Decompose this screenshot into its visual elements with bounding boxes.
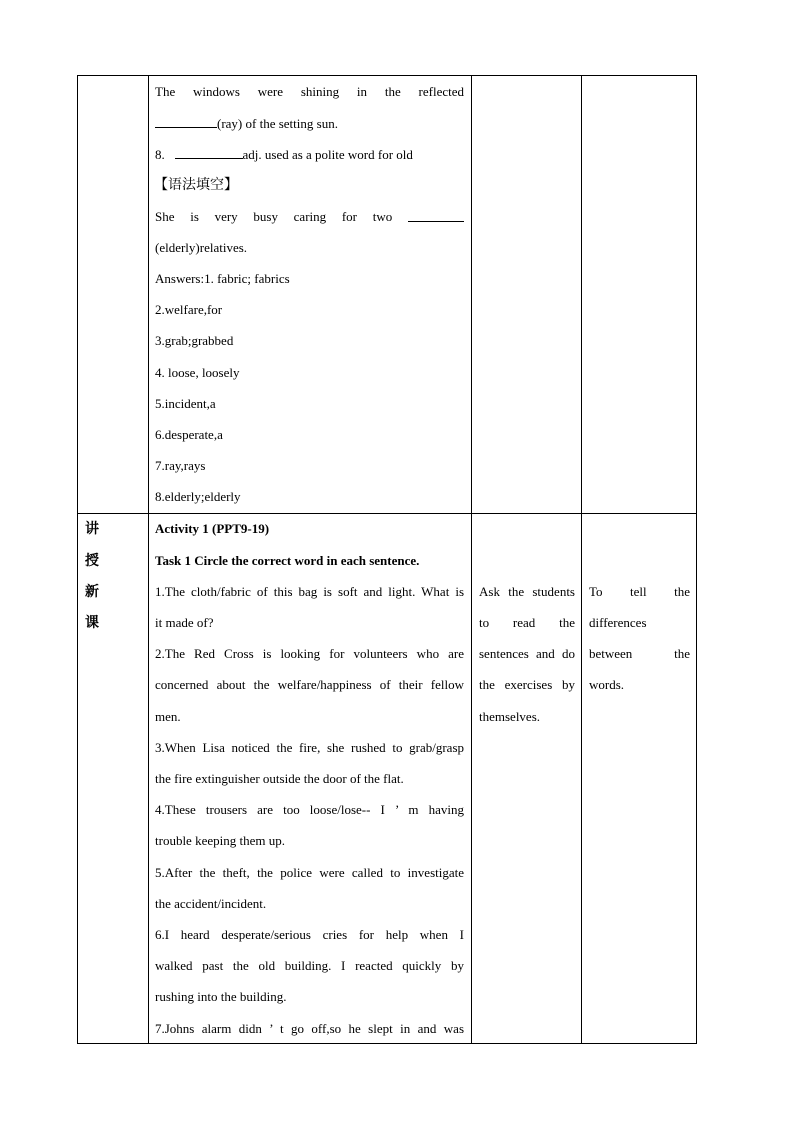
section-char: 课 <box>85 615 99 631</box>
purpose-line: between the <box>589 646 690 661</box>
teacher-activity-line: the exercises by <box>479 677 575 692</box>
fill-blank[interactable] <box>408 209 464 222</box>
section-char: 新 <box>85 584 99 600</box>
answer-line: 7.ray,rays <box>155 458 206 473</box>
exercise-line: 4.These trousers are too loose/lose-- I ’ m having <box>155 802 464 817</box>
grammar-sentence-line-1: She is very busy caring for two <box>155 209 464 225</box>
answer-line: 2.welfare,for <box>155 302 223 317</box>
exercise-7-line-2: (ray) of the setting sun. <box>155 115 338 132</box>
column-divider-3 <box>581 75 582 1044</box>
exercise-line: trouble keeping them up. <box>155 833 285 848</box>
exercise-line: 2.The Red Cross is looking for volunteers who are <box>155 646 464 661</box>
exercise-line: 3.When Lisa noticed the fire, she rushed to grab/grasp <box>155 740 464 755</box>
teacher-activity-line: Ask the students <box>479 584 575 599</box>
answer-line: 8.elderly;elderly <box>155 489 241 504</box>
exercise-line: the fire extinguisher outside the door of the flat. <box>155 771 404 786</box>
exercise-line: 5.After the theft, the police were called to investigate <box>155 865 464 880</box>
answer-line: Answers:1. fabric; fabrics <box>155 271 290 286</box>
purpose-line: words. <box>589 677 625 692</box>
column-divider-1 <box>148 75 149 1044</box>
exercise-line: concerned about the welfare/happiness of their fellow <box>155 677 464 692</box>
section-char: 授 <box>85 553 99 569</box>
table-border-top <box>77 75 697 76</box>
purpose-line: To tell the <box>589 584 690 599</box>
answer-line: 4. loose, loosely <box>155 365 240 380</box>
exercise-line: rushing into the building. <box>155 989 287 1004</box>
activity-title: Activity 1 (PPT9-19) <box>155 521 270 536</box>
teacher-activity-line: themselves. <box>479 709 541 724</box>
answer-line: 6.desperate,a <box>155 427 223 442</box>
purpose-line: differences <box>589 615 647 630</box>
answer-line: 3.grab;grabbed <box>155 333 234 348</box>
answer-line: 5.incident,a <box>155 396 216 411</box>
exercise-line: the accident/incident. <box>155 896 267 911</box>
teacher-activity-line: to read the <box>479 615 575 630</box>
exercise-line: men. <box>155 709 181 724</box>
fill-blank[interactable] <box>175 146 243 159</box>
task-title: Task 1 Circle the correct word in each sentence. <box>155 553 420 568</box>
exercise-7-line-1: The windows were shining in the reflected <box>155 84 464 99</box>
exercise-line: 1.The cloth/fabric of this bag is soft and light. What is <box>155 584 464 599</box>
exercise-line: it made of? <box>155 615 214 630</box>
table-border-bottom <box>77 1043 697 1044</box>
fill-blank[interactable] <box>155 115 217 128</box>
table-border-left <box>77 75 78 1044</box>
exercise-line: 7.Johns alarm didn ’ t go off,so he slept in and was <box>155 1021 464 1036</box>
exercise-line: 6.I heard desperate/serious cries for help when I <box>155 927 464 942</box>
grammar-heading: 【语法填空】 <box>154 177 238 193</box>
teacher-activity-line: sentences and do <box>479 646 575 661</box>
row-divider <box>77 513 697 514</box>
section-char: 讲 <box>85 521 99 537</box>
column-divider-2 <box>471 75 472 1044</box>
exercise-8: 8. adj. used as a polite word for old <box>155 147 413 162</box>
exercise-line: walked past the old building. I reacted quickly by <box>155 958 464 973</box>
table-border-right <box>696 75 697 1044</box>
grammar-sentence-line-2: (elderly)relatives. <box>155 240 248 255</box>
